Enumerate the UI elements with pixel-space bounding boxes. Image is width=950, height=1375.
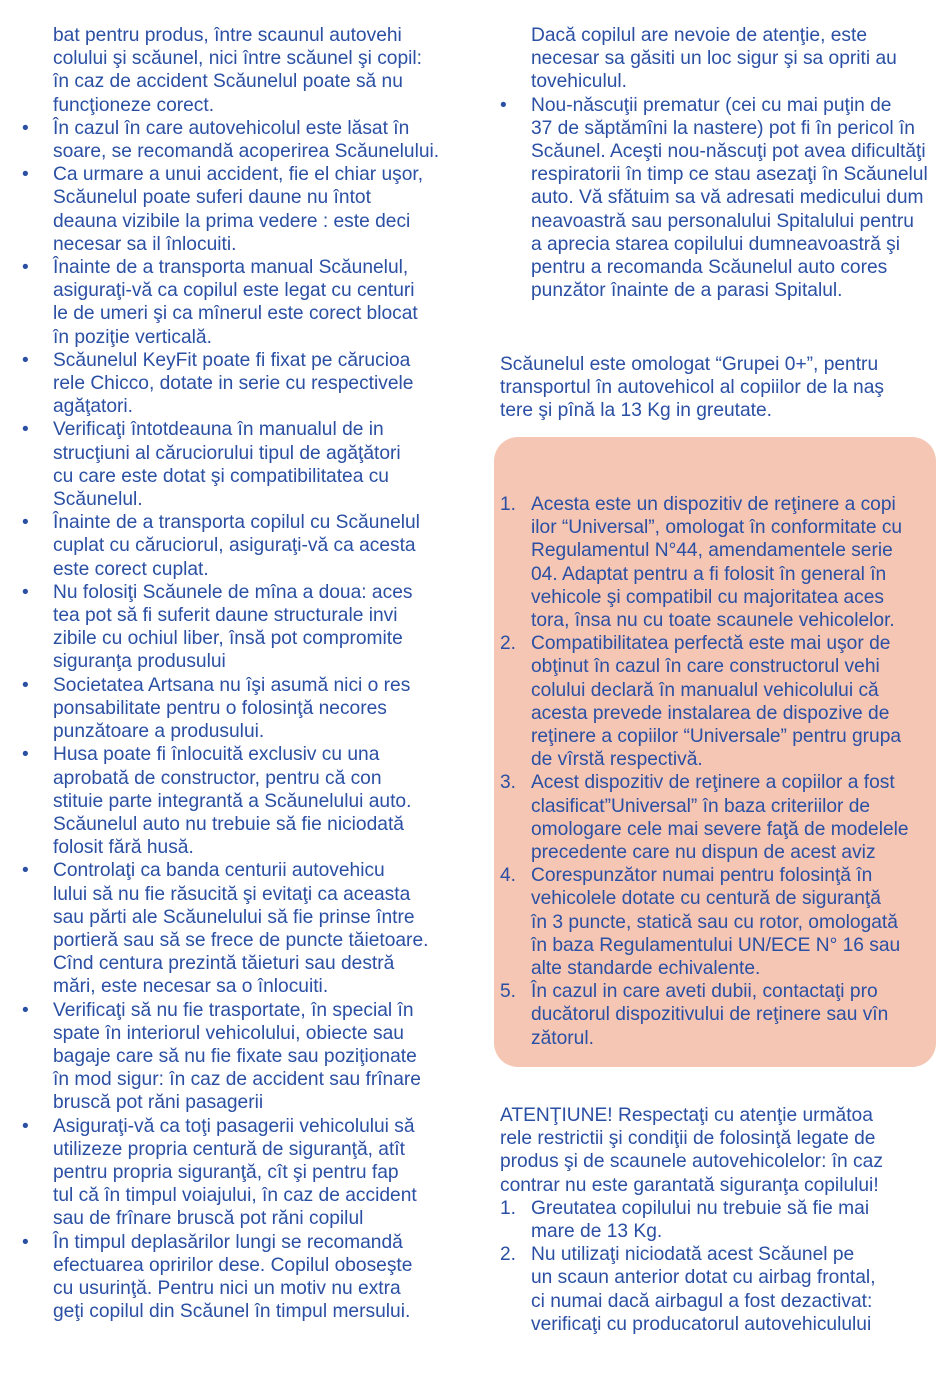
text-line: vehicolele dotate cu centură de siguranţă [531, 888, 881, 910]
text-line: tul că în timpul voiajului, în caz de accident [53, 1185, 417, 1207]
text-line: Verificaţi să nu fie trasportate, în special în [53, 999, 414, 1021]
warning-intro [500, 1104, 928, 1197]
text-line: ilor “Universal”, omologat în conformitate cu [531, 517, 903, 539]
text-line: respiratorii în timp ce stau asezaţi în Scăunelul [531, 164, 928, 186]
bullet-marker: • [22, 860, 29, 882]
text-line: obţinut în cazul în care constructorul vehi [531, 656, 880, 678]
bullet-marker: • [22, 999, 29, 1021]
text-line: siguranţa produsului [53, 651, 226, 673]
text-line: efectuarea opririlor dese. Copilul oboseşte [53, 1254, 413, 1276]
item-number: 5. [500, 981, 517, 1003]
universal-numbered-list [500, 493, 928, 1050]
text-line: verificaţi cu producatorul autovehiculului [531, 1313, 872, 1335]
bullet-marker: • [22, 581, 29, 603]
text-line: tora, însa nu cu toate scaunele vehicolelor. [531, 610, 895, 632]
bullet-item [22, 349, 452, 419]
text-line: punzător înainte de a parasi Spitalul. [531, 280, 843, 302]
bullet-marker: • [22, 1115, 29, 1137]
left-bullet-list [22, 117, 452, 1324]
text-line: a aprecia starea copilului dumneavoastră şi [531, 233, 901, 255]
numbered-item [500, 493, 928, 632]
text-line: aprobată de constructor, pentru că con [53, 767, 382, 789]
right-continuation [500, 24, 928, 94]
bullet-item [22, 1115, 452, 1231]
bullet-item [22, 511, 452, 581]
text-line: cu care este dotat şi compatibilitatea cu [53, 465, 389, 487]
bullet-marker: • [22, 1231, 29, 1253]
text-line: În timpul deplasărilor lungi se recomandă [53, 1231, 403, 1253]
intro-continuation [22, 24, 452, 117]
text-line: auto. Vă sfătuim sa vă adresati medicului dum [531, 187, 924, 209]
right-bullet-list [500, 94, 928, 303]
text-line: folosit fără husă. [53, 837, 194, 859]
text-line: produs şi de scaunele autovehicolelor: în caz [500, 1151, 883, 1173]
text-line: de vîrstă respectivă. [531, 749, 703, 771]
text-line: spate în interiorul vehicolului, obiecte sau [53, 1022, 404, 1044]
text-line: pentru propria siguranţă, cît şi pentru fap [53, 1161, 399, 1183]
text-line: asiguraţi-vă ca copilul este legat cu centuri [53, 280, 415, 302]
text-line: Acest dispozitiv de reţinere a copiilor a fost [531, 772, 895, 794]
text-line: lului să nu fie răsucită şi evitaţi ca aceasta [53, 883, 411, 905]
text-line: mări, este necesar sa o înlocuiti. [53, 976, 329, 998]
bullet-item [22, 859, 452, 998]
text-line: 37 de săptămîni la nastere) pot fi în pericol în [531, 117, 915, 139]
text-line: le de umeri şi ca mînerul este corect blocat [53, 303, 418, 325]
text-line: în caz de accident Scăunelul poate să nu [53, 71, 403, 93]
bullet-marker: • [22, 164, 29, 186]
text-line: geţi copilul din Scăunel în timpul mersului. [53, 1301, 411, 1323]
group-paragraph [500, 353, 928, 423]
item-number: 3. [500, 772, 517, 794]
text-line: bruscă pot răni pasagerii [53, 1092, 264, 1114]
text-line: necesar sa găsiti un loc sigur şi sa opriti au [531, 48, 897, 70]
text-line: acesta prevede instalarea de dispozive de [531, 702, 890, 724]
bullet-item [22, 117, 452, 163]
text-line: contrar nu este garantată siguranţa copilului! [500, 1174, 879, 1196]
bullet-item [22, 743, 452, 859]
bullet-item [22, 418, 452, 511]
text-line: În cazul in care aveti dubii, contactaţi pro [531, 981, 878, 1003]
right-column-top [500, 24, 928, 302]
text-line: în baza Regulamentului UN/ECE N° 16 sau [531, 934, 901, 956]
text-line: zătorul. [531, 1027, 594, 1049]
bullet-marker: • [22, 744, 29, 766]
text-line: în 3 puncte, statică sau cu rotor, omologată [531, 911, 898, 933]
numbered-item [500, 632, 928, 771]
text-line: mare de 13 Kg. [531, 1221, 663, 1243]
item-number: 1. [500, 1197, 517, 1219]
bullet-marker: • [22, 349, 29, 371]
text-line: Verificaţi întotdeauna în manualul de in [53, 419, 384, 441]
text-line: punzătoare a produsului. [53, 721, 265, 743]
text-line: deauna vizibile la prima vedere : este deci [53, 210, 411, 232]
text-line: Scăunel. Aceşti nou-născuţi pot avea dificultăţi [531, 141, 926, 163]
text-line: tea pot să fi suferit daune structurale invi [53, 605, 398, 627]
numbered-item [500, 1197, 928, 1243]
text-line: Husa poate fi înlocuită exclusiv cu una [53, 744, 380, 766]
text-line: utilizeze propria centură de siguranţă, atît [53, 1138, 405, 1160]
numbered-item [500, 1243, 928, 1336]
text-line: sau părti ale Scăunelului să fie prinse între [53, 906, 415, 928]
bullet-marker: • [500, 94, 507, 116]
item-number: 4. [500, 865, 517, 887]
text-line: sau de frînare bruscă pot răni copilul [53, 1208, 364, 1230]
text-line: precedente care nu dispun de acest aviz [531, 842, 876, 864]
text-line: rele restrictii şi condiţii de folosinţă legate de [500, 1128, 876, 1150]
bullet-marker: • [22, 674, 29, 696]
text-line: strucţiuni al căruciorului tipul de agăţători [53, 442, 401, 464]
text-line: ci numai dacă airbagul a fost dezactivat: [531, 1290, 873, 1312]
text-line: portieră sau să se frece de puncte tăietoare. [53, 929, 429, 951]
bullet-item [22, 163, 452, 256]
text-line: ducătorul dispozitivului de reţinere sau vîn [531, 1004, 889, 1026]
bullet-item [22, 999, 452, 1115]
text-line: tere şi pînă la 13 Kg in greutate. [500, 400, 772, 422]
numbered-item [500, 864, 928, 980]
text-line: clasificat”Universal” în baza criteriilor de [531, 795, 871, 817]
text-line: Scăunelul KeyFit poate fi fixat pe căruciоa [53, 349, 411, 371]
text-line: omologare cele mai severe faţă de modelele [531, 818, 909, 840]
text-line: pentru a recomanda Scăunelul auto cores [531, 257, 888, 279]
text-line: Înainte de a transporta copilul cu Scăunelul [53, 512, 420, 534]
text-line: Corespunzător numai pentru folosinţă în [531, 865, 873, 887]
text-line: un scaun anterior dotat cu airbag frontal, [531, 1267, 876, 1289]
item-number: 2. [500, 633, 517, 655]
item-number: 1. [500, 494, 517, 515]
text-line: Scăunelul auto nu trebuie să fie niciodată [53, 813, 404, 835]
text-line: zibile cu ochiul liber, însă pot compromite [53, 628, 403, 650]
text-line: necesar sa il înlocuiti. [53, 233, 237, 255]
text-line: funcţioneze corect. [53, 94, 215, 116]
text-line: vehicole şi compatibil cu majoritatea aces [531, 586, 885, 608]
text-line: În cazul în care autovehicolul este lăsat în [53, 117, 410, 139]
text-line: Societatea Artsana nu îşi asumă nici o res [53, 674, 411, 696]
text-line: colului şi scăunel, nici între scăunel şi copil: [53, 48, 423, 70]
text-line: 04. Adaptat pentru a fi folosit în general în [531, 563, 887, 585]
text-line: Înainte de a transporta manual Scăunelul, [53, 257, 409, 279]
text-line: rele Chicco, dotate in serie cu respectivele [53, 373, 414, 395]
bullet-item [22, 256, 452, 349]
text-line: în mod sigur: în caz de accident sau frînare [53, 1069, 421, 1091]
bullet-marker: • [22, 419, 29, 441]
text-line: Scăunelul este omologat “Grupei 0+”, pentru [500, 354, 879, 375]
text-line: ponsabilitate pentru o folosinţă necores [53, 697, 387, 719]
bullet-item [22, 581, 452, 674]
text-line: soare, se recomandă acoperirea Scăunelului. [53, 141, 440, 163]
bullet-item [22, 674, 452, 744]
bullet-marker: • [22, 512, 29, 534]
text-line: Scăunelul. [53, 489, 143, 511]
bullet-item [22, 1231, 452, 1324]
text-line: bat pentru produs, între scaunul autovehi [53, 25, 402, 46]
text-line: agăţatori. [53, 396, 134, 418]
text-line: Ca urmare a unui accident, fie el chiar uşor, [53, 164, 424, 186]
text-line: Regulamentul N°44, amendamentele serie [531, 540, 893, 562]
text-line: Nu utilizaţi niciodată acest Scăunel pe [531, 1244, 855, 1266]
text-line: cuplat cu căruciorul, asiguraţi-vă ca acesta [53, 535, 416, 557]
text-line: Compatibilitatea perfectă este mai uşor de [531, 633, 891, 655]
text-line: Dacă copilul are nevoie de atenţie, este [531, 25, 867, 46]
text-line: neavoastră sau personalului Spitalului pentru [531, 210, 914, 232]
text-line: Greutatea copilului nu trebuie să fie mai [531, 1197, 870, 1219]
bullet-item [500, 94, 928, 303]
text-line: Asiguraţi-vă ca toţi pasagerii vehicolului să [53, 1115, 415, 1137]
text-line: colului declară în manualul vehicolului că [531, 679, 879, 701]
text-line: Nu folosiţi Scăunele de mîna a doua: aces [53, 581, 413, 603]
text-line: Cînd centura prezintă tăieturi sau destră [53, 953, 395, 975]
numbered-item [500, 771, 928, 864]
text-line: reţinere a copiilor “Universale” pentru grupa [531, 726, 902, 748]
text-line: Acesta este un dispozitiv de reţinere a copi [531, 494, 896, 515]
text-line: stituie parte integrantă a Scăunelului auto. [53, 790, 412, 812]
text-line: Nou-născuţii prematur (cei cu mai puţin de [531, 94, 892, 116]
bullet-marker: • [22, 257, 29, 279]
text-line: în poziţie verticală. [53, 326, 212, 348]
text-line: cu usurinţă. Pentru nici un motiv nu extra [53, 1277, 401, 1299]
text-line: ATENŢIUNE! Respectaţi cu atenţie următoa [500, 1105, 873, 1126]
text-line: este corect cuplat. [53, 558, 209, 580]
text-line: transportul în autovehicol al copiilor de la naş [500, 377, 884, 399]
bullet-marker: • [22, 117, 29, 139]
text-line: alte standarde echivalente. [531, 958, 761, 980]
text-line: Controlaţi ca banda centurii autovehicu [53, 860, 385, 882]
text-line: tovehiculul. [531, 71, 627, 93]
numbered-item [500, 980, 928, 1050]
text-line: Scăunelul poate suferi daune nu întot [53, 187, 371, 209]
item-number: 2. [500, 1244, 517, 1266]
left-column [22, 24, 452, 1323]
warning-section [500, 1104, 928, 1336]
text-line: bagaje care să nu fie fixate sau poziţionate [53, 1045, 417, 1067]
warning-numbered-list [500, 1197, 928, 1336]
